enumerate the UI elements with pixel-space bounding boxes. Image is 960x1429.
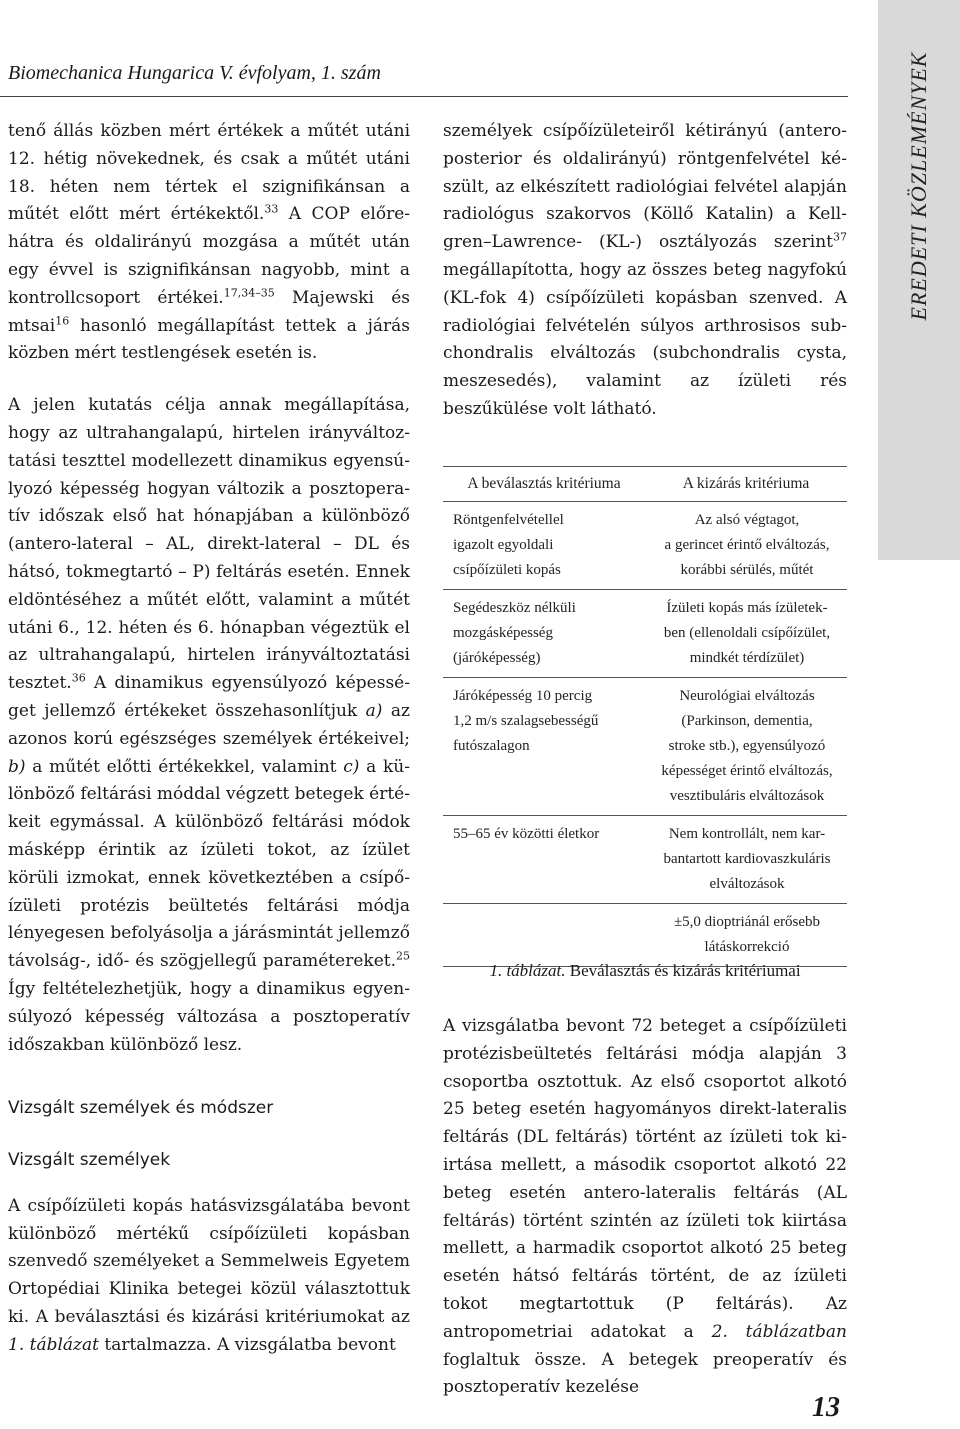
- left-column: [8, 118, 410, 1360]
- cell-line: (járóképesség): [453, 650, 541, 666]
- inclusion-cell: [443, 816, 645, 904]
- cell-line: Nem kontrollált, nem kar-: [668, 826, 826, 842]
- exclusion-cell: [645, 678, 847, 816]
- journal-title: Biomechanica Hungarica V. évfolyam, 1. szám: [8, 62, 381, 84]
- cell-line: Járóképesség 10 percig: [453, 688, 593, 704]
- table-row: [443, 590, 847, 678]
- exclusion-cell: [645, 590, 847, 678]
- cell-line: elváltozások: [709, 876, 785, 892]
- cell-line: vesztibuláris elváltozások: [669, 788, 825, 804]
- table-header-row: [443, 467, 847, 502]
- cell-line: ben (ellenoldali csípőízület,: [663, 625, 831, 641]
- cell-line: ±5,0 dioptriánál erősebb: [673, 914, 821, 930]
- citation: 17,34–35: [223, 286, 275, 300]
- exclusion-cell: [645, 816, 847, 904]
- cell-line: Neurológiai elváltozás: [679, 688, 815, 704]
- cell-line: mindkét térdízület): [689, 650, 805, 666]
- cell-line: Röntgenfelvétellel: [453, 512, 564, 528]
- cell-line: (Parkinson, dementia,: [681, 713, 813, 729]
- citation: 33: [264, 202, 279, 216]
- journal-header: [8, 62, 844, 85]
- cell-line: bantartott kardiovaszkuláris: [663, 851, 831, 867]
- inclusion-cell: [443, 502, 645, 590]
- left-paragraph-2: A jelen kutatás célja annak megállapítása, hogy az ultrahangalapú, hirtelen irányváltoztatási teszttel modellezett dinamikus egyensúlyozó képesség hogyan változik a posztoperatív időszak első hat hónapjában a különböző (antero-lateral – AL, direkt-lateral – DL és hátsó, tokmegtartó – P) feltárás esetén. Ennek eldöntéséhez a műtét előtt, valamint a műtét utáni 6., 12. héten és 6. hónapban végeztük el az ultrahangalapú, hirtelen irányváltoztatási tesztet.$^{36}$ A dinamikus egyensúlyozó képességet jellemző értékeket összehasonlítjuk a) az azonos korú egészséges személyek értékeivel; b) a műtét előtti értékekkel, valamint c) a különböző feltárási móddal végzett betegek értékeit egymással. A különböző feltárási módok másképp érintik az ízületi tokot, az ízület körüli izmokat, ennek következtében a csípőízületi protézis beültetés feltárási módja lényegesen befolyásolja a járásmintát jellemző távolság-, idő- és szögjellegű paramétereket.$^{25}$ Így feltételezhetjük, hogy a dinamikus egyensúlyozó képesség változása a posztoperatív időszakban különböző lesz.: [8, 395, 410, 1055]
- citation: 25: [396, 949, 410, 963]
- inclusion-cell: [443, 590, 645, 678]
- citation: 16: [55, 313, 70, 327]
- cell-line: igazolt egyoldali: [453, 537, 554, 553]
- table-header-exclusion: A kizárás kritériuma: [645, 467, 847, 502]
- table-row: [443, 502, 847, 590]
- left-paragraph-1: tenő állás közben mért értékek a műtét utáni 12. hétig növekednek, és csak a műtét utáni 18. héten nem tértek el szignifikánsan a műtét előtt mért értékektől.$^{33}$ A COP előre-hátra és oldalirányú mozgása a műtét után egy évvel is szignifikánsan nagyobb, mint a kontrollcsoport értékei.$^{17,34-35}$ Majewski és mtsai$^{16}$ hasonló megállapítást tettek a járás közben mért testlengések esetén is.: [8, 121, 410, 364]
- cell-line: látáskorrekció: [704, 939, 790, 955]
- cell-line: korábbi sérülés, műtét: [680, 562, 814, 578]
- cell-line: a gerincet érintő elváltozás,: [664, 537, 830, 553]
- cell-line: Az alsó végtagot,: [694, 512, 800, 528]
- exclusion-cell: [645, 502, 847, 590]
- right-paragraph-1: személyek csípőízületeiről kétirányú (anteroposterior és oldalirányú) röntgenfelvétel készült, az elkészített radiológiai felvétel alapján radiológus szakorvos (Köllő Katalin) a Kellgren–Lawrence- (KL-) osztályozás szerint$^{37}$ megállapította, hogy az összes beteg nagyfokú (KL-fok 4) csípőízületi kopásban szenved. A radiológiai felvételén súlyos arthrosisos subchondralis elváltozás (subchondralis cysta, meszesedés), valamint az ízületi rés beszűkülése volt látható.: [443, 121, 847, 419]
- inclusion-cell: [443, 678, 645, 816]
- cell-line: futószalagon: [453, 738, 530, 754]
- cell-line: stroke stb.), egyensúlyozó: [668, 738, 826, 754]
- table-row: [443, 816, 847, 904]
- citation: 37: [833, 230, 847, 244]
- section-title: Vizsgált személyek és módszer: [8, 1098, 274, 1119]
- header-rule: [0, 96, 848, 97]
- table-row: [443, 678, 847, 816]
- cell-line: Ízületi kopás más ízületek-: [666, 600, 828, 616]
- exclusion-cell: [645, 904, 847, 967]
- right-column-bottom: [443, 1013, 847, 1402]
- cell-line: mozgásképesség: [453, 625, 553, 641]
- criteria-table: [443, 466, 847, 967]
- right-column-top: [443, 118, 847, 424]
- subsection-title: Vizsgált személyek: [8, 1150, 171, 1171]
- table-header-inclusion: A beválasztás kritériuma: [443, 467, 645, 502]
- table-caption: 1. táblázat. Beválasztás és kizárás kritériumai: [489, 961, 801, 980]
- cell-line: csípőízületi kopás: [453, 562, 561, 578]
- cell-line: 55–65 év közötti életkor: [453, 826, 600, 842]
- citation: 36: [71, 671, 86, 685]
- right-paragraph-2: A vizsgálatba bevont 72 beteget a csípőízületi protézisbeültetés feltárási módja alapján 3 csoportba osztottuk. Az első csoportot alkotó 25 beteg esetén hagyományos direkt-lateralis feltárás (DL feltárás) történt az ízületi tok kiirtása mellett, a második csoportot alkotó 22 beteg esetén antero-lateralis feltárás (AL feltárás) történt szintén az ízületi tok kiirtása mellett, a harmadik csoportot alkotó 25 beteg esetén hátsó feltárás történt, de az ízületi tokot megtartottuk (P feltárás). Az antropometriai adatokat a 2. táblázatban foglaltuk össze. A betegek preoperatív és posztoperatív kezelése: [443, 1016, 847, 1398]
- cell-line: képességet érintő elváltozás,: [661, 763, 833, 779]
- table-row: [443, 904, 847, 967]
- section-side-tab-label: EREDETI KÖZLEMÉNYEK: [906, 51, 931, 321]
- left-paragraph-3: A csípőízületi kopás hatásvizsgálatába bevont különböző mértékű csípőízületi kopásban szenvedő személyeket a Semmelweis Egyetem Ortopédiai Klinika betegei közül választottuk ki. A beválasztási és kizárási kritériumokat az 1. táblázat tartalmazza. A vizsgálatba bevont: [8, 1195, 410, 1355]
- cell-line: Segédeszköz nélküli: [453, 600, 576, 616]
- page-number: 13: [812, 1392, 840, 1423]
- inclusion-cell: [443, 904, 645, 967]
- cell-line: 1,2 m/s szalagsebességű: [453, 713, 599, 729]
